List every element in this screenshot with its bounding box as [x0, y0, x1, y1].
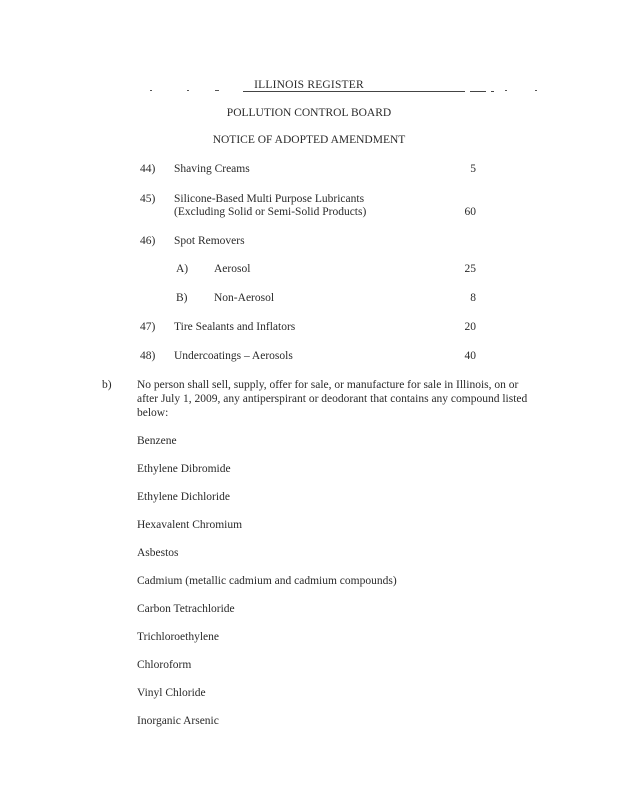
board-title: POLLUTION CONTROL BOARD: [226, 107, 392, 119]
item-value: 60: [464, 206, 476, 218]
subitem-label: Non-Aerosol: [214, 292, 275, 304]
notice-title: NOTICE OF ADOPTED AMENDMENT: [212, 134, 406, 146]
item-label-continued: (Excluding Solid or Semi-Solid Products): [174, 206, 367, 218]
compound-item: Chloroform: [137, 659, 192, 671]
compound-item: Inorganic Arsenic: [137, 715, 219, 727]
paragraph-number: b): [102, 379, 112, 391]
subitem-letter: A): [176, 263, 189, 275]
item-number: 44): [140, 163, 156, 175]
subitem-value: 8: [470, 292, 476, 304]
item-label: Shaving Creams: [174, 163, 250, 175]
subitem-letter: B): [176, 292, 188, 304]
compound-item: Benzene: [137, 435, 177, 447]
compound-item: Ethylene Dibromide: [137, 463, 231, 475]
item-label: Spot Removers: [174, 235, 245, 247]
item-value: 5: [470, 163, 476, 175]
compound-item: Asbestos: [137, 547, 179, 559]
subitem-label: Aerosol: [214, 263, 251, 275]
item-number: 45): [140, 193, 156, 205]
item-label: Silicone-Based Multi Purpose Lubricants: [174, 193, 365, 205]
compound-item: Carbon Tetrachloride: [137, 603, 235, 615]
item-label: Undercoatings – Aerosols: [174, 350, 293, 362]
item-number: 48): [140, 350, 156, 362]
subitem-value: 25: [464, 263, 476, 275]
item-number: 46): [140, 235, 156, 247]
item-number: 47): [140, 321, 156, 333]
compound-item: Cadmium (metallic cadmium and cadmium compounds): [137, 575, 397, 587]
item-label: Tire Sealants and Inflators: [174, 321, 296, 333]
compound-item: Trichloroethylene: [137, 631, 219, 643]
item-value: 40: [464, 350, 476, 362]
register-title: ILLINOIS REGISTER: [254, 79, 364, 91]
paragraph-text: No person shall sell, supply, offer for sale, or manufacture for sale in Illinois, on or after July 1, 2009, any antiperspirant or deodorant that contains any compound listed below:: [137, 379, 528, 419]
compound-item: Vinyl Chloride: [137, 687, 206, 699]
compound-item: Ethylene Dichloride: [137, 491, 230, 503]
compound-item: Hexavalent Chromium: [137, 519, 243, 531]
item-value: 20: [464, 321, 476, 333]
